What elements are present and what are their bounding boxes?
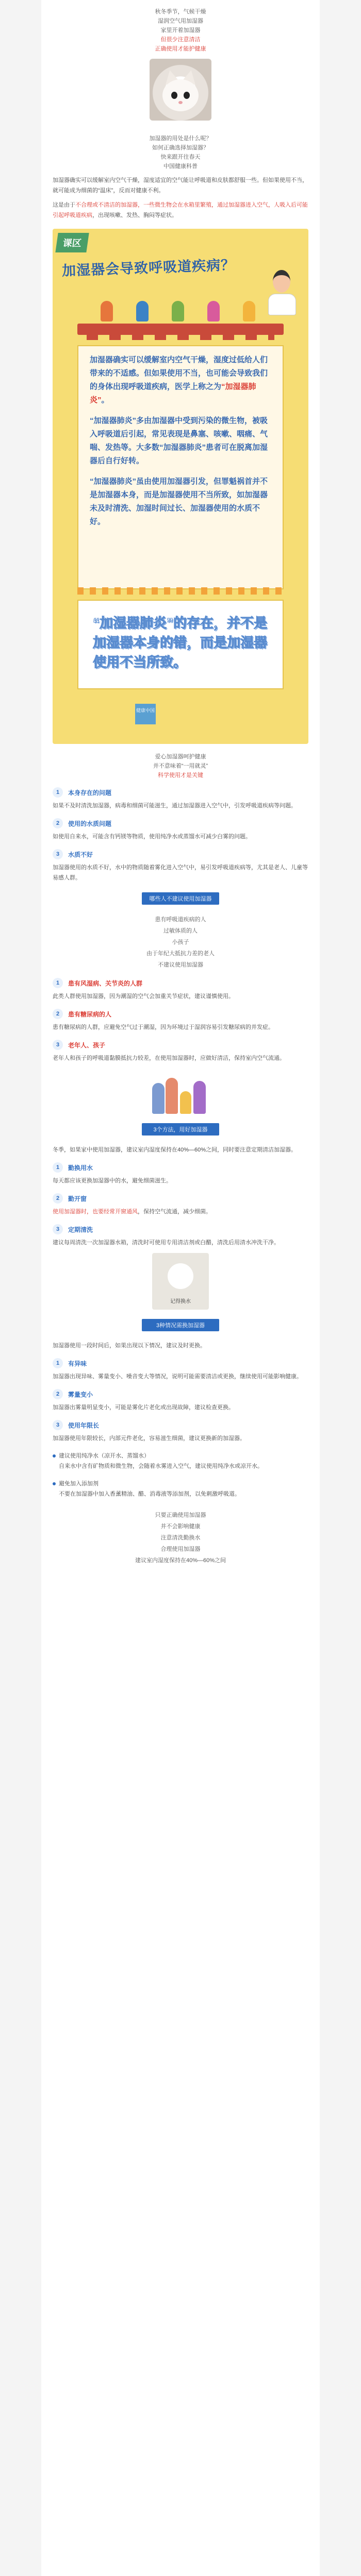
- replace-3: 3 使用年限长 加湿器使用年限较长，内部元件老化，容易滋生细菌，建议更换新的加湿器。: [41, 1420, 320, 1444]
- section-title: 使用的水质问题: [68, 820, 112, 827]
- ending-block: 只要正确使用加湿器 并不会影响健康 注意清洗勤换水 合理使用加湿器 建议室内湿度保持在40%—60%之间: [135, 1512, 226, 1564]
- poster-conclusion-card: “加湿器肺炎”的存在，并不是加湿器本身的错，而是加湿器使用不当所致。: [77, 600, 284, 689]
- section-title: 本身存在的问题: [68, 789, 112, 796]
- people-illustration: [89, 296, 267, 321]
- poster-roof: [77, 324, 284, 335]
- section-body: 如果不及时清洗加湿器，病毒和细菌可能滋生，通过加湿器进入空气中，引发呼吸道疾病等问题。: [53, 803, 297, 809]
- poster-paragraph: 加湿器确实可以缓解室内空气干燥，湿度过低给人们带来的不适感。但如果使用不当，也可能会导致我们的身体出现呼吸道疾病，医学上称之为“加湿器肺炎”。: [90, 355, 268, 404]
- caption-block: 爱心加湿器呵护健康 并不意味着“一用就灵” 科学使用才是关键: [153, 754, 208, 778]
- section-3: 3 水质不好 加湿器使用的水质不好，水中的物质随着雾化进入空气中，易引发呼吸道疾病等，尤其是老人、儿童等易感人群。: [41, 849, 320, 883]
- poster-paragraph: “加湿器肺炎”多由加湿器中受到污染的微生物，被吸入呼吸道后引起，常见表现是鼻塞、咳嗽、咽痛、气喘、发热等。大多数“加湿器肺炎”患者可在脱离加湿器后自行好转。: [90, 416, 268, 465]
- section-body: 加湿器使用的水质不好，水中的物质随着雾化进入空气中，易引发呼吸道疾病等，尤其是老人、儿童等易感人群。: [53, 865, 308, 881]
- intro-line: 正确使用才能护健康: [155, 46, 206, 52]
- replace-2: 2 雾量变小 加湿器出雾量明显变小，可能是雾化片老化或出现故障，建议检查更换。: [41, 1389, 320, 1413]
- section-6: 3 老年人、孩子 老年人和孩子的呼吸道黏膜抵抗力较差，在使用加湿器时，应做好清洁，保持室内空气流通。: [41, 1040, 320, 1063]
- paragraph: 加湿器使用一段时间后，如果出现以下情况，建议及时更换。: [53, 1343, 206, 1349]
- poster-paragraph: “加湿器肺炎”虽由使用加湿器引发，但罪魁祸首并不是加湿器本身，而是加湿器使用不当所致，如加湿器未及时清洗、加湿时间过长、加湿器使用的水质不好。: [90, 477, 268, 526]
- meme-image: 记得换水: [152, 1253, 209, 1310]
- section-5: 2 患有糖尿病的人 患有糖尿病的人群，应避免空气过于潮湿，因为环境过于湿润容易引发糖尿病的并发症。: [41, 1009, 320, 1032]
- poster-tag: 课区: [55, 233, 89, 252]
- health-china-logo: 健康中国: [135, 704, 156, 724]
- section-2: 2 使用的水质问题 如使用自来水，可能含有钙镁等物质，使用纯净水或蒸馏水可减少白雾的问题。: [41, 818, 320, 842]
- cat-image: [150, 59, 211, 121]
- section-banner: 3种情况需换加湿器: [142, 1319, 219, 1331]
- info-poster: [53, 229, 308, 744]
- tip-2: 避免加入添加剂 不要在加湿器中加入香薰精油、醋、消毒液等添加剂，以免刺激呼吸道。: [41, 1479, 320, 1499]
- question-line: 如何正确选择加湿器？: [152, 145, 209, 151]
- question-block: [41, 127, 320, 171]
- section-title: 水质不好: [68, 851, 93, 858]
- tip-1: 建议使用纯净水（凉开水、蒸馏水） 自来水中含有矿物质和微生物，会随着水雾进入空气，建议使用纯净水或凉开水。: [41, 1451, 320, 1471]
- paragraph: 这是由于不合理或不清洁的加湿器，一些微生物会在水箱里繁殖，通过加湿器进入空气，人吸入后可能引起呼吸道疾病，出现咳嗽、发热、胸闷等症状。: [53, 202, 308, 218]
- poster-title: 加湿器会导致呼吸道疾病？: [61, 257, 236, 279]
- method-1: 1 勤换用水 每天都应该更换加湿器中的水，避免细菌滋生。: [41, 1162, 320, 1186]
- question-line: 加湿器的用处是什么呢？: [149, 135, 212, 142]
- question-line: 中国健康科普: [163, 163, 198, 170]
- list-block: 患有呼吸道疾病的人 过敏体质的人 小孩子 由于年纪大抵抗力差的老人 不建议使用加湿器: [146, 917, 215, 968]
- article-page: [41, 0, 320, 2576]
- section-1: [41, 787, 320, 811]
- intro-line: 秋冬季节，气候干燥: [155, 9, 206, 15]
- intro-line: 但很少注意清洁: [160, 37, 201, 43]
- paragraph: 加湿器确实可以缓解室内空气干燥，湿度适宜的空气能让呼吸道和皮肤都舒服一些。但如果使用不当，就可能成为细菌的“温床”，反而对健康不利。: [53, 177, 308, 194]
- section-banner: 3个方法，用好加湿器: [142, 1123, 219, 1136]
- question-line: 快来跟开往春天: [160, 154, 201, 160]
- intro-block: [41, 0, 320, 54]
- intro-line: 家里开着加湿器: [160, 27, 201, 33]
- poster-text-panel: [77, 345, 284, 589]
- replace-1: 1 有异味 加湿器出现异味、雾量变小、噪音变大等情况，说明可能需要清洁或更换，继续使用可能影响健康。: [41, 1358, 320, 1382]
- method-3: 3 定期清洗 建议每周清洗一次加湿器水箱，清洗时可使用专用清洁剂或白醋，清洗后用清水冲洗干净。: [41, 1224, 320, 1248]
- section-4: 1 患有风湿病、关节炎的人群 此类人群使用加湿器，因为潮湿的空气会加重关节症状，建议谨慎使用。: [41, 978, 320, 1002]
- paragraph: 冬季，如果家中使用加湿器，建议室内湿度保持在40%—60%之间，同时要注意定期清洁加湿器。: [53, 1147, 297, 1153]
- method-2: 2 勤开窗 使用加湿器时，也要经常开窗通风，保持空气流通，减少细菌。: [41, 1193, 320, 1217]
- intro-line: 湿润空气用加湿器: [158, 18, 203, 24]
- family-illustration: [152, 1069, 209, 1114]
- number-badge: 1: [53, 787, 63, 798]
- section-body: 如使用自来水，可能含有钙镁等物质，使用纯净水或蒸馏水可减少白雾的问题。: [53, 834, 251, 840]
- doctor-illustration: [268, 270, 295, 311]
- section-banner: 哪些人不建议使用加湿器: [142, 892, 219, 905]
